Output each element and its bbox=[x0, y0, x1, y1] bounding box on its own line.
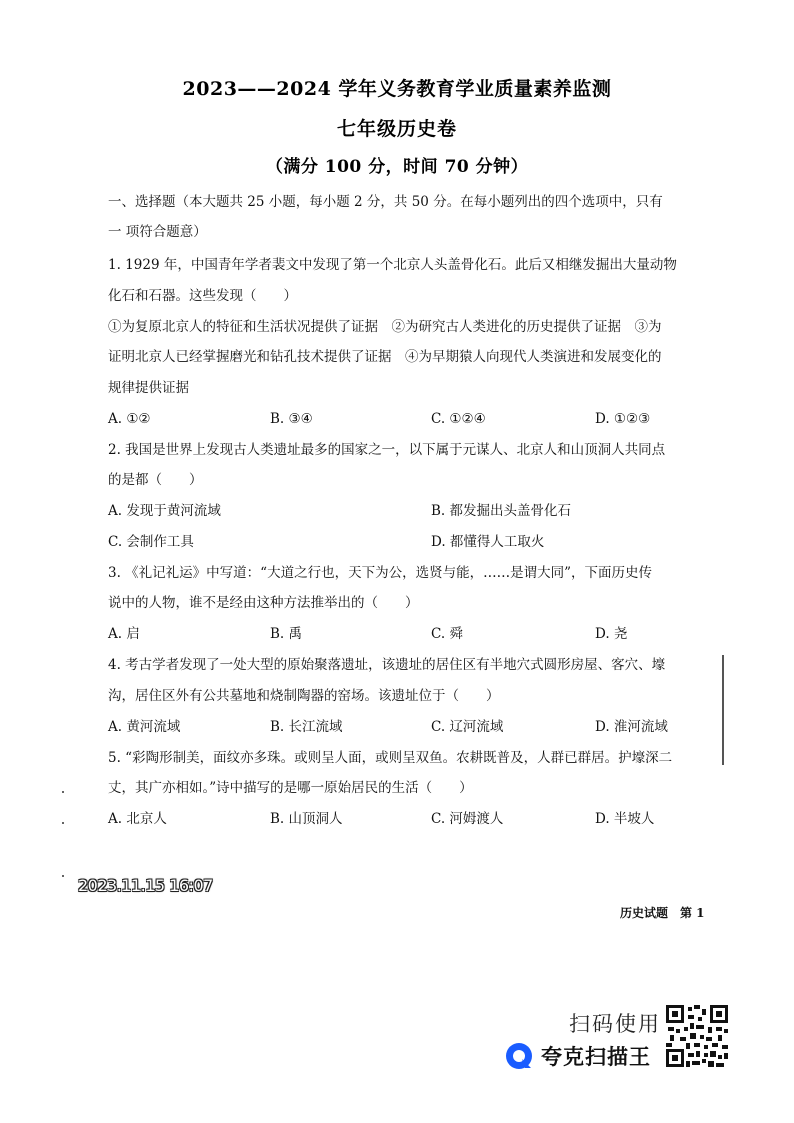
capture-timestamp: 2023.11.15 16:07 bbox=[78, 876, 213, 895]
exam-subtitle: 七年级历史卷 bbox=[336, 118, 457, 140]
option-b: B. 长江流域 bbox=[270, 719, 343, 735]
question-2-options bbox=[108, 501, 698, 521]
option-c: C. 河姆渡人 bbox=[431, 811, 504, 827]
question-4-line: 沟，居住区外有公共墓地和烧制陶器的窑场。该遗址位于（ ） bbox=[108, 688, 500, 704]
question-5-options bbox=[108, 809, 698, 829]
scan-dot bbox=[62, 822, 64, 824]
exam-info: （满分 100 分，时间 70 分钟） bbox=[265, 157, 529, 177]
quark-logo-icon bbox=[505, 1041, 535, 1071]
section-heading-line: 一 项符合题意） bbox=[108, 224, 207, 240]
option-d: D. 都懂得人工取火 bbox=[431, 534, 545, 550]
question-2-options bbox=[108, 532, 698, 552]
question-3-line: 3. 《礼记礼运》中写道：“大道之行也，天下为公，选贤与能，……是谓大同”，下面历史传 bbox=[108, 565, 652, 581]
question-1-line: 证明北京人已经掌握磨光和钻孔技术提供了证据 ④为早期猿人向现代人类演进和发展变化的 bbox=[108, 349, 662, 365]
option-b: B. 山顶洞人 bbox=[270, 811, 343, 827]
question-3-options bbox=[108, 624, 698, 644]
question-3-line: 说中的人物，谁不是经由这种方法推举出的（ ） bbox=[108, 595, 419, 611]
option-c: C. ①②④ bbox=[431, 411, 486, 427]
question-4-options bbox=[108, 717, 698, 737]
option-a: A. 发现于黄河流域 bbox=[108, 503, 221, 519]
question-1-options bbox=[108, 409, 698, 429]
option-b: B. ③④ bbox=[270, 411, 313, 427]
option-c: C. 辽河流域 bbox=[431, 719, 504, 735]
option-d: D. 半坡人 bbox=[595, 811, 655, 827]
question-1-line: 规律提供证据 bbox=[108, 380, 189, 396]
option-c: C. 舜 bbox=[431, 626, 463, 642]
option-a: A. 黄河流域 bbox=[108, 719, 181, 735]
question-1-line: ①为复原北京人的特征和生活状况提供了证据 ②为研究古人类进化的历史提供了证据 ③为 bbox=[108, 319, 662, 335]
option-d: D. 尧 bbox=[595, 626, 628, 642]
question-2-line: 2. 我国是世界上发现古人类遗址最多的国家之一，以下属于元谋人、北京人和山顶洞人共同点 bbox=[108, 442, 666, 458]
option-d: D. 淮河流域 bbox=[595, 719, 668, 735]
option-a: A. 北京人 bbox=[108, 811, 167, 827]
question-1-line: 化石和石器。这些发现（ ） bbox=[108, 288, 297, 304]
question-5-line: 5. “彩陶形制美，面纹亦多珠。或则呈人面，或则呈双鱼。农耕既普及，人群已群居。护壕深二 bbox=[108, 750, 673, 766]
option-c: C. 会制作工具 bbox=[108, 534, 194, 550]
option-d: D. ①②③ bbox=[595, 411, 651, 427]
question-4-line: 4. 考古学者发现了一处大型的原始聚落遗址，该遗址的居住区有半地穴式圆形房屋、客穴、壕 bbox=[108, 657, 666, 673]
option-b: B. 禹 bbox=[270, 626, 303, 642]
scan-edge-mark bbox=[722, 655, 724, 765]
scan-dot bbox=[62, 791, 64, 793]
page-footer: 历史试题 第 1 bbox=[620, 906, 705, 920]
option-a: A. ①② bbox=[108, 411, 151, 427]
question-5-line: 丈，其广亦相如。”诗中描写的是哪一原始居民的生活（ ） bbox=[108, 780, 473, 796]
scan-dot bbox=[62, 875, 64, 877]
question-1-line: 1. 1929 年，中国青年学者裴文中发现了第一个北京人头盖骨化石。此后又相继发掘出大量动物 bbox=[108, 257, 677, 273]
exam-title: 2023——2024 学年义务教育学业质量素养监测 bbox=[182, 78, 612, 100]
scan-to-use-label: 扫码使用 bbox=[569, 1012, 661, 1036]
brand-name: 夸克扫描王 bbox=[541, 1045, 651, 1069]
section-heading-line: 一、选择题（本大题共 25 小题，每小题 2 分，共 50 分。在每小题列出的四个选项中，只有 bbox=[108, 194, 663, 210]
qr-code-icon bbox=[666, 1005, 728, 1067]
option-a: A. 启 bbox=[108, 626, 140, 642]
question-2-line: 的是都（ ） bbox=[108, 472, 203, 488]
option-b: B. 都发掘出头盖骨化石 bbox=[431, 503, 572, 519]
